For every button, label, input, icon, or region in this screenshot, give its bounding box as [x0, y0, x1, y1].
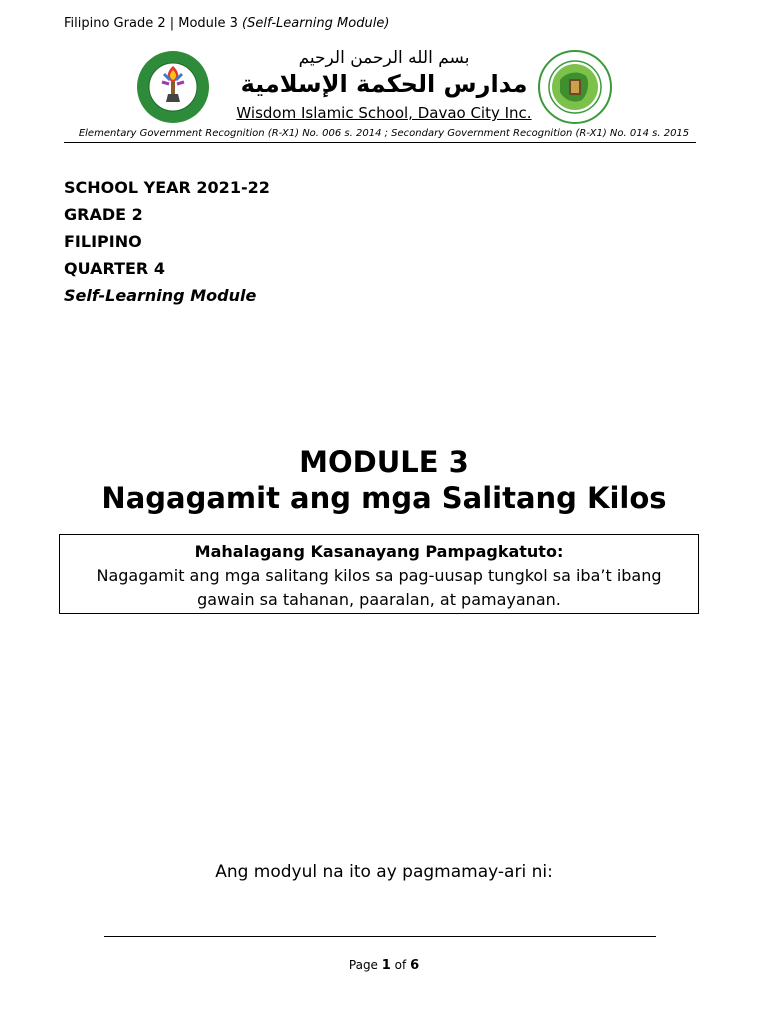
competency-line1: Nagagamit ang mga salitang kilos sa pag-uusap tungkol sa iba’t ibang [96, 566, 662, 585]
school-year: SCHOOL YEAR 2021-22 [64, 178, 270, 197]
running-header [64, 16, 389, 31]
owner-label: Ang modyul na ito ay pagmamay-ari ni: [215, 862, 553, 882]
page-footer [0, 958, 768, 973]
arabic-school-name: مدارس الحكمة الإسلامية [240, 70, 528, 98]
competency-heading: Mahalagang Kasanayang Pampagkatuto: [194, 542, 564, 561]
module-title [0, 444, 768, 516]
running-header-text: Filipino Grade 2 | Module 3 [64, 16, 243, 31]
subject: FILIPINO [64, 232, 142, 251]
page-current: 1 [381, 958, 391, 973]
basmala: بسم الله الرحمن الرحيم [298, 48, 470, 68]
module-title-line1: MODULE 3 [299, 445, 469, 479]
of-word: of [394, 958, 407, 972]
page-word: Page [348, 958, 378, 972]
competency-line2: gawain sa tahanan, paaralan, at pamayanan. [197, 590, 561, 609]
owner-name-line[interactable] [104, 936, 656, 937]
grade: GRADE 2 [64, 205, 143, 224]
module-info [64, 176, 270, 311]
running-header-italic: (Self-Learning Module) [242, 16, 390, 31]
recognition-line: Elementary Government Recognition (R-X1) No. 006 s. 2014 ; Secondary Government Recognition (R-X1) No. 014 s. 2015 [78, 128, 690, 139]
page-total: 6 [410, 958, 420, 973]
quarter: QUARTER 4 [64, 259, 165, 278]
school-name: Wisdom Islamic School, Davao City Inc. [236, 104, 532, 122]
module-type: Self-Learning Module [64, 286, 257, 305]
header-divider [64, 142, 696, 143]
competency-box [59, 534, 699, 614]
module-title-line2: Nagagamit ang mga Salitang Kilos [101, 481, 667, 515]
